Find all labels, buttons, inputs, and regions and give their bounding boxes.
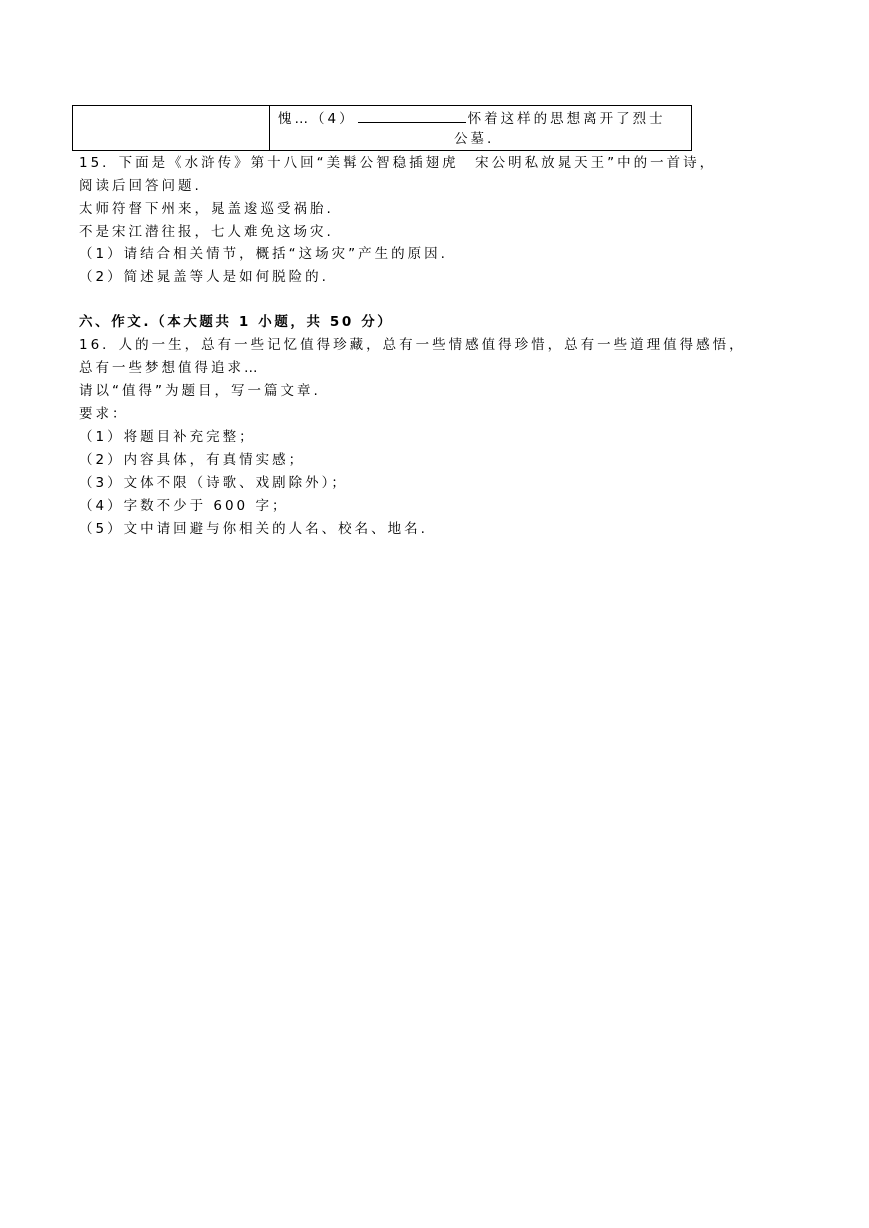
table-line-1 bbox=[278, 108, 666, 129]
q15-subquestion-2: （2）简述晁盖等人是如何脱险的. bbox=[79, 269, 329, 285]
q15-poem-line-2: 不是宋江潜往报，七人难免这场灾. bbox=[79, 224, 334, 240]
q16-prompt: 请以“值得”为题目，写一篇文章. bbox=[79, 383, 321, 399]
q16-stem-line-2: 总有一些梦想值得追求… bbox=[79, 360, 261, 376]
q16-requirement-3: （3）文体不限（诗歌、戏剧除外）； bbox=[79, 475, 348, 491]
fill-blank bbox=[358, 108, 466, 123]
q16-requirement-4: （4）字数不少于 600 字； bbox=[79, 498, 289, 514]
table-line-2: 公墓. bbox=[454, 131, 495, 147]
q16-requirement-5: （5）文中请回避与你相关的人名、校名、地名. bbox=[79, 521, 428, 537]
q16-requirement-2: （2）内容具体，有真情实感； bbox=[79, 452, 306, 468]
q15-subquestion-1: （1）请结合相关情节，概括“这场灾”产生的原因. bbox=[79, 246, 448, 262]
answer-table bbox=[72, 105, 692, 151]
q15-poem-line-1: 太师符督下州来，晁盖逡巡受祸胎. bbox=[79, 201, 334, 217]
q16-requirement-1: （1）将题目补充完整； bbox=[79, 429, 256, 445]
table-line-1-prefix: 愧…（4） bbox=[278, 111, 356, 127]
q15-stem-line-1: 15．下面是《水浒传》第十八回“美髯公智稳插翅虎 宋公明私放晁天王”中的一首诗， bbox=[79, 155, 717, 171]
table-cell-right bbox=[270, 106, 691, 150]
q16-requirements-label: 要求： bbox=[79, 406, 129, 422]
section-6-heading: 六、作文.（本大题共 1 小题，共 50 分） bbox=[79, 314, 394, 330]
q16-stem-line-1: 16．人的一生，总有一些记忆值得珍藏，总有一些情感值得珍惜，总有一些道理值得感悟， bbox=[79, 337, 746, 353]
table-cell-left bbox=[73, 106, 270, 150]
table-line-1-suffix: 怀着这样的思想离开了烈士 bbox=[467, 111, 666, 127]
q15-stem-line-2: 阅读后回答问题. bbox=[79, 178, 202, 194]
